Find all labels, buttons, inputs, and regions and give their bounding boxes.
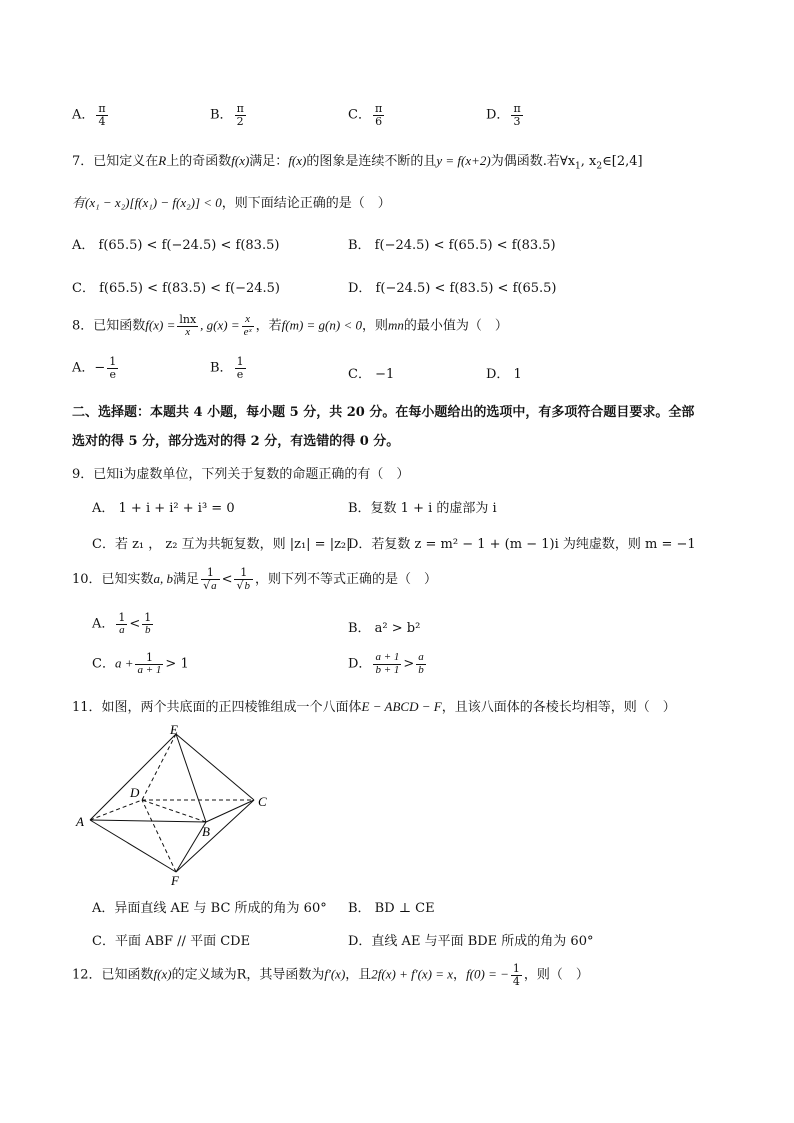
q6-option-d bbox=[486, 103, 525, 127]
q6-option-a bbox=[72, 103, 110, 127]
q10-option-b: B． a² > b² bbox=[348, 621, 421, 636]
option-label: A． bbox=[72, 107, 95, 123]
q11-stem: 11．如图，两个共底面的正四棱锥组成一个八面体E − ABCD − F，且该八面体的各棱长均相等，则（ ） bbox=[72, 699, 676, 715]
q11-option-b: B． BD ⊥ CE bbox=[348, 901, 435, 916]
q7-stem-line1: 7．已知定义在R上的奇函数f(x)满足：f(x)的图象是连续不断的且y = f(x+2)为偶函数.若$\forall x_1$, $x_2\in[2,4]$ bbox=[72, 153, 643, 172]
q7-option-d: D． f(−24.5) < f(83.5) < f(65.5) bbox=[348, 281, 557, 296]
option-label: B． bbox=[210, 107, 233, 123]
vertex-label-e: E bbox=[170, 722, 178, 737]
q7-option-b: B． f(−24.5) < f(65.5) < f(83.5) bbox=[348, 238, 556, 253]
vertex-label-a: A bbox=[76, 814, 84, 829]
option-label: C． bbox=[348, 107, 371, 123]
q7-option-c: C． f(65.5) < f(83.5) < f(−24.5) bbox=[72, 281, 280, 296]
option-label: D． bbox=[486, 107, 510, 123]
q11-option-d: D．直线 AE 与平面 BDE 所成的角为 60° bbox=[348, 934, 594, 949]
edge-ad bbox=[90, 800, 142, 820]
q12-stem: 12．已知函数f(x)的定义域为R，其导函数为f′(x)，且2f(x) + f′(x) = x，f(0) = − $\frac{1}{4}$ ，则（ ） bbox=[72, 962, 589, 988]
q9-option-b: B．复数 1 + i 的虚部为 i bbox=[348, 501, 497, 516]
q9-option-c: C．若 z₁ ， z₂ 互为共轭复数，则 |z₁| = |z₂| bbox=[92, 537, 351, 552]
edge-fc bbox=[176, 800, 254, 872]
q8-option-a: A．− $\frac{1}{e}$ bbox=[72, 355, 117, 381]
q8-option-d: D． 1 bbox=[486, 367, 522, 382]
vertex-label-c: C bbox=[258, 794, 267, 809]
vertex-label-d: D bbox=[130, 785, 140, 800]
q11-option-c: C．平面 ABF // 平面 CDE bbox=[92, 934, 251, 949]
q10-option-c: C．a + $\frac{1}{a + 1}$ > 1 bbox=[92, 651, 189, 676]
vertex-label-b: B bbox=[202, 824, 210, 839]
numerator: π bbox=[513, 102, 521, 115]
edge-bc bbox=[206, 800, 254, 822]
denominator: 3 bbox=[513, 114, 521, 128]
section-2-heading: 二、选择题：本题共 4 小题，每小题 5 分，共 20 分。在每小题给出的选项中，有多项符合题目要求。全部 bbox=[72, 405, 695, 420]
edge-ab bbox=[90, 820, 206, 822]
q10-stem: 10．已知实数a, b满足 $\frac{1}{√a}$ < $\frac{1}{√b}$ ，则下列不等式正确的是（ ） bbox=[72, 566, 438, 592]
q6-option-b bbox=[210, 103, 248, 127]
q8-stem: 8．已知函数f(x) = $\frac{\ln x}{x}$ , g(x) = $\frac{x}{\text{eˣ}}$ ，若f(m) = g(n) < 0，则mn的最小值为（ ） bbox=[72, 313, 508, 338]
q8-option-b: B． $\frac{1}{e}$ bbox=[210, 355, 244, 381]
edge-fa bbox=[90, 820, 176, 872]
edge-bd bbox=[142, 800, 206, 822]
q10-option-a: A． $\frac{1}{a}$ < $\frac{1}{b}$ bbox=[92, 611, 152, 636]
section-2-heading-cont: 选对的得 5 分，部分选对的得 2 分，有选错的得 0 分。 bbox=[72, 434, 400, 449]
numerator: π bbox=[98, 102, 106, 115]
q7-stem-line2: 有(x₁ − x₂)[f(x₁) − f(x₂)] < 0，则下面结论正确的是（ ） bbox=[72, 195, 391, 211]
q8-option-c: C． −1 bbox=[348, 367, 395, 382]
q9-option-d: D．若复数 z = m² − 1 + (m − 1)i 为纯虚数，则 m = −1 bbox=[348, 537, 696, 552]
q10-option-d: D． $\frac{a + 1}{b + 1}$ > $\frac{a}{b}$ bbox=[348, 651, 424, 676]
q6-option-c bbox=[348, 103, 386, 127]
numerator: π bbox=[236, 102, 244, 115]
q11-option-a: A．异面直线 AE 与 BC 所成的角为 60° bbox=[92, 901, 327, 916]
q9-stem: 9．已知i为虚数单位，下列关于复数的命题正确的有（ ） bbox=[72, 467, 410, 482]
vertex-label-f: F bbox=[171, 873, 179, 887]
q9-option-a: A． 1 + i + i² + i³ = 0 bbox=[92, 501, 235, 516]
numerator: π bbox=[374, 102, 383, 115]
denominator: 6 bbox=[375, 114, 383, 128]
edge-ed bbox=[142, 734, 176, 800]
denominator: 4 bbox=[98, 114, 106, 128]
denominator: 2 bbox=[236, 114, 244, 128]
q7-option-a: A． f(65.5) < f(−24.5) < f(83.5) bbox=[72, 238, 280, 253]
octahedron-diagram bbox=[70, 722, 290, 887]
